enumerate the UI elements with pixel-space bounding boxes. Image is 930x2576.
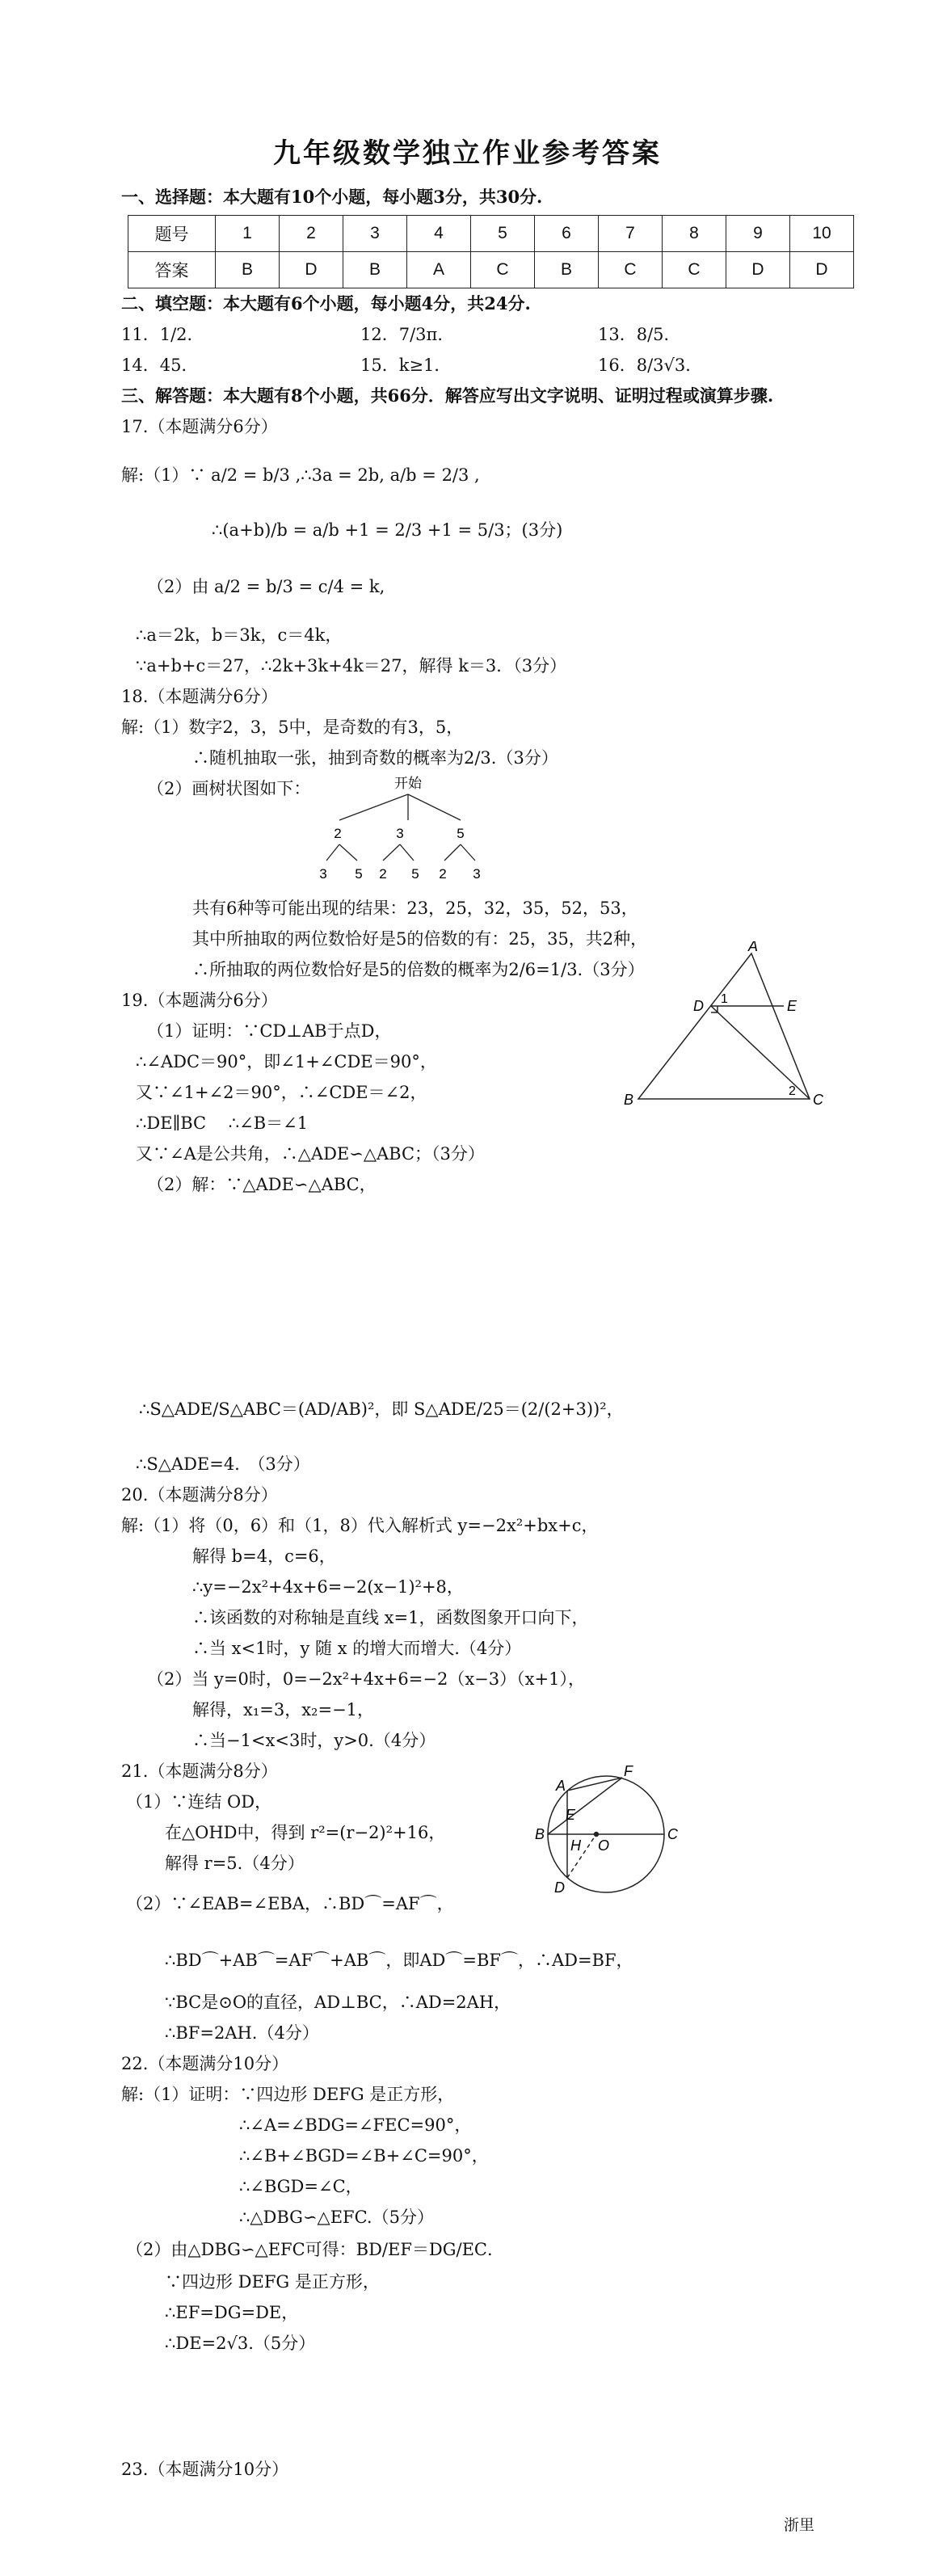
- q17-line: 解:（1）∵ a/2 = b/3 ,∴3a = 2b, a/b = 2/3 ,: [121, 465, 480, 485]
- q19-line: ∴S△ADE/S△ABC＝(AD/AB)²，即 S△ADE/25＝(2/(2+3))²，: [139, 1400, 624, 1419]
- q20-line: ∴y=−2x²+4x+6=−2(x−1)²+8，: [192, 1577, 464, 1597]
- table-cell: 6: [535, 216, 599, 252]
- table-cell: C: [599, 252, 663, 288]
- point-label-F: F: [624, 1763, 633, 1779]
- q17-line: ∴(a+b)/b = a/b +1 = 2/3 +1 = 5/3；(3分): [212, 520, 563, 540]
- table-cell: 10: [790, 216, 854, 252]
- table-cell: 4: [407, 216, 471, 252]
- point-label-O: O: [598, 1837, 610, 1854]
- tree-leaf: 2: [379, 866, 387, 882]
- table-cell: B: [343, 252, 407, 288]
- table-cell: 5: [471, 216, 535, 252]
- table-cell: A: [407, 252, 471, 288]
- section-heading-choice: 一、选择题：本大题有10个小题，每小题3分，共30分.: [121, 187, 543, 207]
- tree-leaf: 2: [439, 866, 447, 882]
- q19-line: ∴DE∥BC ∴∠B＝∠1: [136, 1113, 309, 1133]
- point-label-D: D: [554, 1879, 565, 1896]
- q18-line: 共有6种等可能出现的结果：23，25，32，35，52，53，: [192, 899, 638, 918]
- q19-line: ∴∠ADC＝90°，即∠1+∠CDE＝90°，: [136, 1052, 437, 1071]
- tree-root-label: 开始: [394, 776, 422, 791]
- q22-line: 解:（1）证明：∵四边形 DEFG 是正方形，: [121, 2085, 455, 2104]
- section-heading-fill: 二、填空题：本大题有6个小题，每小题4分，共24分.: [121, 293, 531, 314]
- q18-line: 其中所抽取的两位数恰好是5的倍数的有：25，35，共2种，: [192, 929, 648, 949]
- q21-line: 解得 r=5.（4分）: [165, 1854, 305, 1873]
- q22-line: ∴∠BGD=∠C，: [239, 2177, 363, 2196]
- q18-line: ∴随机抽取一张，抽到奇数的概率为2/3.（3分）: [192, 748, 558, 768]
- answer-table: [128, 215, 854, 288]
- q23-heading: 23.（本题满分10分）: [121, 2460, 289, 2479]
- q19-line: 又∵∠A是公共角，∴△ADE∽△ABC；（3分）: [136, 1144, 485, 1164]
- fill-answer-13: 13．8/5．: [598, 325, 681, 344]
- table-cell: D: [790, 252, 854, 288]
- point-label-E: E: [787, 998, 797, 1014]
- circle-figure: [533, 1753, 687, 1915]
- fill-answer-11: 11．1/2．: [121, 325, 204, 344]
- q19-line: （2）解：∵△ADE∽△ABC，: [147, 1175, 377, 1194]
- tree-node: 3: [396, 826, 404, 841]
- q17-line: ∵a+b+c＝27，∴2k+3k+4k＝27，解得 k＝3．（3分）: [136, 656, 567, 676]
- row-label-question: 题号: [128, 216, 216, 252]
- q19-line: ∴S△ADE=4. （3分）: [136, 1454, 310, 1474]
- q22-line: ∴EF=DG=DE，: [165, 2303, 299, 2322]
- q17-line: ∴a＝2k，b＝3k，c＝4k，: [136, 625, 343, 645]
- q20-line: （2）当 y=0时，0=−2x²+4x+6=−2（x−3）（x+1），: [147, 1669, 585, 1689]
- q19-line: 又∵∠1+∠2＝90°，∴∠CDE＝∠2，: [136, 1083, 427, 1102]
- q20-line: ∴当−1<x<3时，y>0.（4分）: [192, 1731, 436, 1750]
- table-cell: 3: [343, 216, 407, 252]
- table-cell: C: [471, 252, 535, 288]
- row-label-answer: 答案: [128, 252, 216, 288]
- table-row-numbers: [128, 216, 854, 252]
- tree-node: 2: [334, 826, 342, 841]
- q20-line: ∴当 x<1时，y 随 x 的增大而增大.（4分）: [192, 1639, 522, 1658]
- q22-line: ∴△DBG∽△EFC.（5分）: [239, 2208, 434, 2227]
- q17-line: （2）由 a/2 = b/3 = c/4 = k,: [147, 577, 385, 596]
- point-label-B: B: [624, 1092, 634, 1107]
- point-label-A: A: [748, 941, 759, 954]
- table-cell: 2: [280, 216, 343, 252]
- page-title: 九年级数学独立作业参考答案: [273, 137, 662, 170]
- fill-answer-14: 14．45．: [121, 356, 199, 375]
- fill-answer-15: 15．k≥1．: [360, 356, 452, 375]
- q21-line: ∴BF=2AH.（4分）: [165, 2023, 319, 2043]
- section-heading-solve: 三、解答题：本大题有8个小题，共66分．解答应写出文字说明、证明过程或演算步骤.: [121, 385, 774, 406]
- q22-line: ∴DE=2√3.（5分）: [165, 2334, 316, 2353]
- q18-heading: 18.（本题满分6分）: [121, 687, 278, 706]
- fill-answer-12: 12．7/3π．: [360, 325, 455, 344]
- fill-answer-16: 16．8/3√3．: [598, 356, 703, 375]
- point-label-E: E: [566, 1807, 576, 1823]
- q20-heading: 20.（本题满分8分）: [121, 1485, 278, 1505]
- point-label-A: A: [556, 1778, 566, 1794]
- table-cell: 8: [663, 216, 726, 252]
- q21-line: （2）∵∠EAB=∠EBA，∴BD⌒=AF⌒，: [126, 1894, 454, 1913]
- q20-line: 解得，x₁=3，x₂=−1，: [192, 1700, 375, 1719]
- table-cell: D: [726, 252, 790, 288]
- q20-line: 解:（1）将（0，6）和（1，8）代入解析式 y=−2x²+bx+c，: [121, 1516, 599, 1535]
- table-cell: 7: [599, 216, 663, 252]
- table-cell: B: [535, 252, 599, 288]
- point-label-C: C: [813, 1092, 823, 1107]
- tree-leaf: 3: [319, 866, 327, 882]
- point-label-C: C: [667, 1826, 678, 1842]
- tree-node: 5: [457, 826, 465, 841]
- q18-line: ∴所抽取的两位数恰好是5的倍数的概率为2/6=1/3.（3分）: [192, 960, 645, 979]
- q21-line: ∴BD⌒+AB⌒=AF⌒+AB⌒，即AD⌒=BF⌒，∴AD=BF，: [165, 1951, 633, 1970]
- table-cell: C: [663, 252, 726, 288]
- table-cell: 1: [216, 216, 280, 252]
- table-cell: B: [216, 252, 280, 288]
- q20-line: ∴该函数的对称轴是直线 x=1，函数图象开口向下，: [192, 1608, 589, 1627]
- table-cell: 9: [726, 216, 790, 252]
- tree-leaf: 5: [411, 866, 419, 882]
- q22-line: ∴∠A=∠BDG=∠FEC=90°，: [239, 2115, 472, 2135]
- triangle-figure: [622, 941, 824, 1107]
- q22-line: ∴∠B+∠BGD=∠B+∠C=90°，: [239, 2146, 489, 2166]
- q17-heading: 17.（本题满分6分）: [121, 417, 278, 436]
- angle-label-2: 2: [789, 1084, 796, 1098]
- tree-leaf: 3: [473, 866, 481, 882]
- point-label-D: D: [693, 998, 704, 1014]
- q18-line: （2）画树状图如下：: [147, 779, 311, 798]
- q22-line: （2）由△DBG∽△EFC可得：BD/EF＝DG/EC．: [126, 2240, 504, 2259]
- q20-line: 解得 b=4，c=6，: [192, 1547, 336, 1566]
- q21-line: ∵BC是⊙O的直径，AD⊥BC，∴AD=2AH，: [165, 1993, 511, 2012]
- q19-heading: 19.（本题满分6分）: [121, 991, 278, 1010]
- table-cell: D: [280, 252, 343, 288]
- tree-leaf: 5: [355, 866, 363, 882]
- angle-label-1: 1: [721, 992, 728, 1006]
- q22-heading: 22.（本题满分10分）: [121, 2054, 289, 2073]
- table-row-answers: [128, 252, 854, 288]
- footer-watermark: 浙里: [784, 2516, 815, 2534]
- q22-line: ∵四边形 DEFG 是正方形，: [165, 2272, 380, 2292]
- point-label-B: B: [535, 1826, 545, 1842]
- q21-line: （1）∵连结 OD，: [126, 1792, 272, 1812]
- point-label-H: H: [570, 1837, 581, 1854]
- q19-line: （1）证明：∵CD⊥AB于点D，: [147, 1021, 392, 1041]
- probability-tree-diagram: [315, 772, 501, 885]
- q21-heading: 21.（本题满分8分）: [121, 1762, 278, 1781]
- q21-line: 在△OHD中，得到 r²=(r−2)²+16，: [165, 1823, 446, 1842]
- q18-line: 解:（1）数字2，3，5中，是奇数的有3，5，: [121, 718, 464, 737]
